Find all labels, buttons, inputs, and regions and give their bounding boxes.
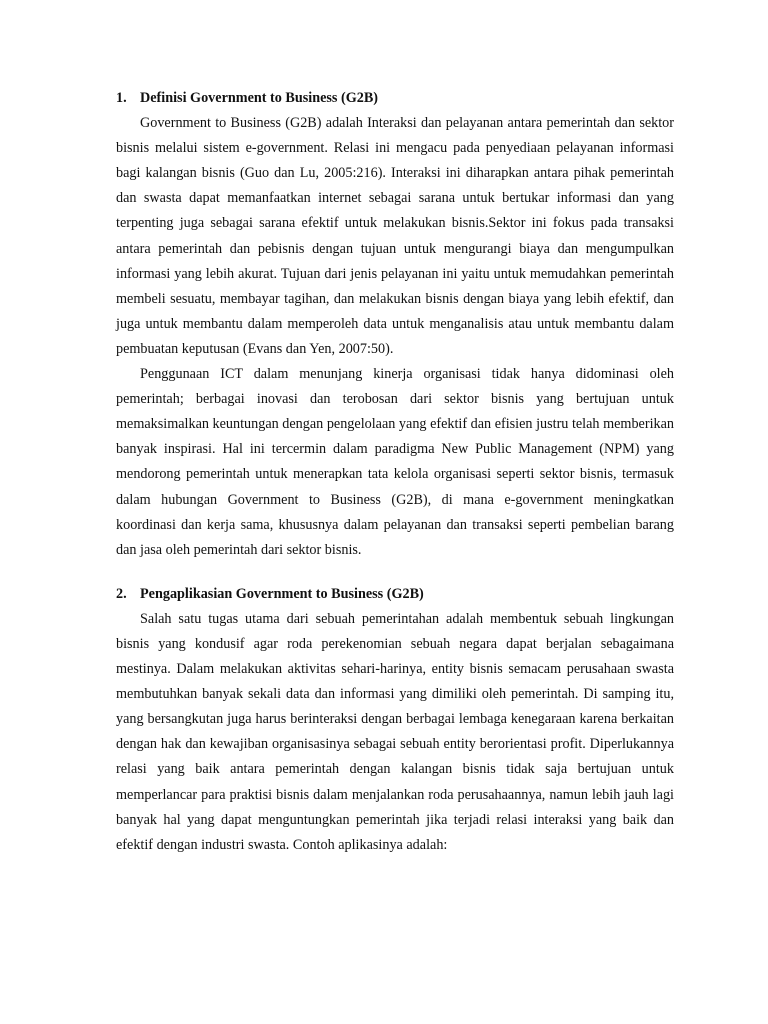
section-title: Definisi Government to Business (G2B) bbox=[140, 90, 379, 106]
section-number: 1. bbox=[116, 90, 127, 106]
section-heading-definisi bbox=[116, 86, 674, 111]
section-spacer bbox=[116, 563, 674, 582]
paragraph-definisi-1: Government to Business (G2B) adalah Interaksi dan pelayanan antara pemerintah dan sektor bisnis melalui sistem e-government. Relasi ini mengacu pada penyediaan pelayanan informasi bagi kalangan bisnis (Guo dan Lu, 2005:216). Interaksi ini diharapkan antara pihak pemerintah dan swasta dapat memanfaatkan internet sebagai sarana untuk bertukar informasi dan yang terpenting juga sebagai sarana efektif untuk melakukan bisnis.Sektor ini fokus pada transaksi antara pemerintah dan pebisnis dengan tujuan untuk mengurangi biaya dan mengumpulkan informasi yang lebih akurat. Tujuan dari jenis pelayanan ini yaitu untuk memudahkan pemerintah membeli sesuatu, membayar tagihan, dan melakukan bisnis dengan biaya yang lebih efektif, dan juga untuk membantu dalam memperoleh data untuk menganalisis atau untuk membantu dalam pembuatan keputusan (Evans dan Yen, 2007:50). bbox=[116, 115, 674, 357]
section-title: Pengaplikasian Government to Business (G2B) bbox=[140, 585, 424, 602]
section-number: 2. bbox=[116, 585, 127, 602]
paragraph-definisi-2: Penggunaan ICT dalam menunjang kinerja organisasi tidak hanya didominasi oleh pemerintah; berbagai inovasi dan terobosan dari sektor bisnis yang bertujuan untuk memaksimalkan keuntungan dengan pengelolaan yang efektif dan efisien justru telah memberikan banyak inspirasi. Hal ini tercermin dalam paradigma New Public Management (NPM) yang mendorong pemerintah untuk menerapkan tata kelola organisasi seperti sektor bisnis, termasuk dalam hubungan Government to Business (G2B), di mana e-government meningkatkan koordinasi dan kerja sama, khususnya dalam pelayanan dan transaksi seperti pembelian barang dan jasa oleh pemerintah dari sektor bisnis. bbox=[116, 366, 674, 558]
paragraph-pengaplikasian-1: Salah satu tugas utama dari sebuah pemerintahan adalah membentuk sebuah lingkungan bisnis yang kondusif agar roda perekenomian sebuah negara dapat berjalan sebagaimana mestinya. Dalam melakukan aktivitas sehari-harinya, entity bisnis semacam perusahaan swasta membutuhkan banyak sekali data dan informasi yang dimiliki oleh pemerintah. Di samping itu, yang bersangkutan juga harus berinteraksi dengan berbagai lembaga kenegaraan karena berkaitan dengan hak dan kewajiban organisasinya sebagai sebuah entity berorientasi profit. Diperlukannya relasi yang baik antara pemerintah dengan kalangan bisnis tidak saja bertujuan untuk memperlancar para praktisi bisnis dalam menjalankan roda perusahaannya, namun lebih jauh lagi banyak hal yang dapat menguntungkan pemerintah jika terjadi relasi interaksi yang baik dan efektif dengan industri swasta. Contoh aplikasinya adalah: bbox=[116, 610, 674, 853]
section-heading-pengaplikasian bbox=[116, 582, 674, 607]
document-page bbox=[116, 86, 674, 858]
